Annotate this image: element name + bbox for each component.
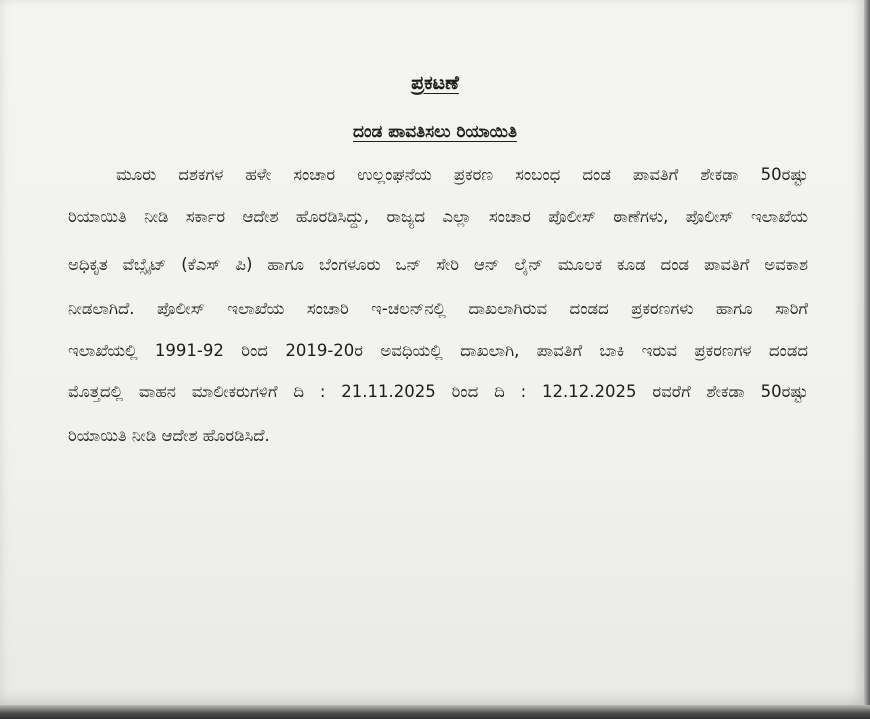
body-line: ಮೊತ್ತದಲ್ಲಿ ವಾಹನ ಮಾಲೀಕರುಗಳಿಗೆ ದಿ : 21.11.2025 ರಿಂದ ದಿ : 12.12.2025 ರವರೆಗೆ ಶೇಕಡಾ 50ರಷ್ಟು (68, 382, 808, 401)
document-subtitle: ದಂಡ ಪಾವತಿಸಲು ರಿಯಾಯಿತಿ (353, 122, 517, 142)
body-line: ಇಲಾಖೆಯಲ್ಲಿ 1991-92 ರಿಂದ 2019-20ರ ಅವಧಿಯಲ್ಲಿ ದಾಖಲಾಗಿ, ಪಾವತಿಗೆ ಬಾಕಿ ಇರುವ ಪ್ರಕರಣಗಳ ದಂಡದ (68, 341, 808, 360)
body-line: ರಿಯಾಯಿತಿ ನೀಡಿ ಆದೇಶ ಹೊರಡಿಸಿದೆ. (68, 426, 270, 445)
body-line: ರಿಯಾಯಿತಿ ನೀಡಿ ಸರ್ಕಾರ ಆದೇಶ ಹೊರಡಿಸಿದ್ದು, ರಾಜ್ಯದ ಎಲ್ಲಾ ಸಂಚಾರ ಪೊಲೀಸ್ ಠಾಣೆಗಳು, ಪೊಲೀಸ್ ಇಲಾಖೆಯ (68, 207, 808, 226)
page-edge-shadow (864, 0, 870, 719)
body-line: ನೀಡಲಾಗಿದೆ. ಪೊಲೀಸ್ ಇಲಾಖೆಯ ಸಂಚಾರಿ ಇ-ಚಲನ್‌ನಲ್ಲಿ ದಾಖಲಾಗಿರುವ ದಂಡದ ಪ್ರಕರಣಗಳು ಹಾಗೂ ಸಾರಿಗೆ (68, 299, 808, 318)
document-title: ಪ್ರಕಟಣೆ (411, 72, 459, 94)
body-line: ಮೂರು ದಶಕಗಳ ಹಳೇ ಸಂಚಾರ ಉಲ್ಲಂಘನೆಯ ಪ್ರಕರಣ ಸಂಬಂಧ ದಂಡ ಪಾವತಿಗೆ ಶೇಕಡಾ 50ರಷ್ಟು (116, 165, 808, 184)
page-edge-shadow (0, 705, 870, 719)
body-line: ಅಧಿಕೃತ ವೆಬ್ಸೈಟ್ (ಕೆಎಸ್ ಪಿ) ಹಾಗೂ ಬೆಂಗಳೂರು ಒನ್ ಸೇರಿ ಆನ್ ಲೈನ್ ಮೂಲಕ ಕೂಡ ದಂಡ ಪಾವತಿಗೆ ಅವಕಾಶ (68, 255, 808, 274)
